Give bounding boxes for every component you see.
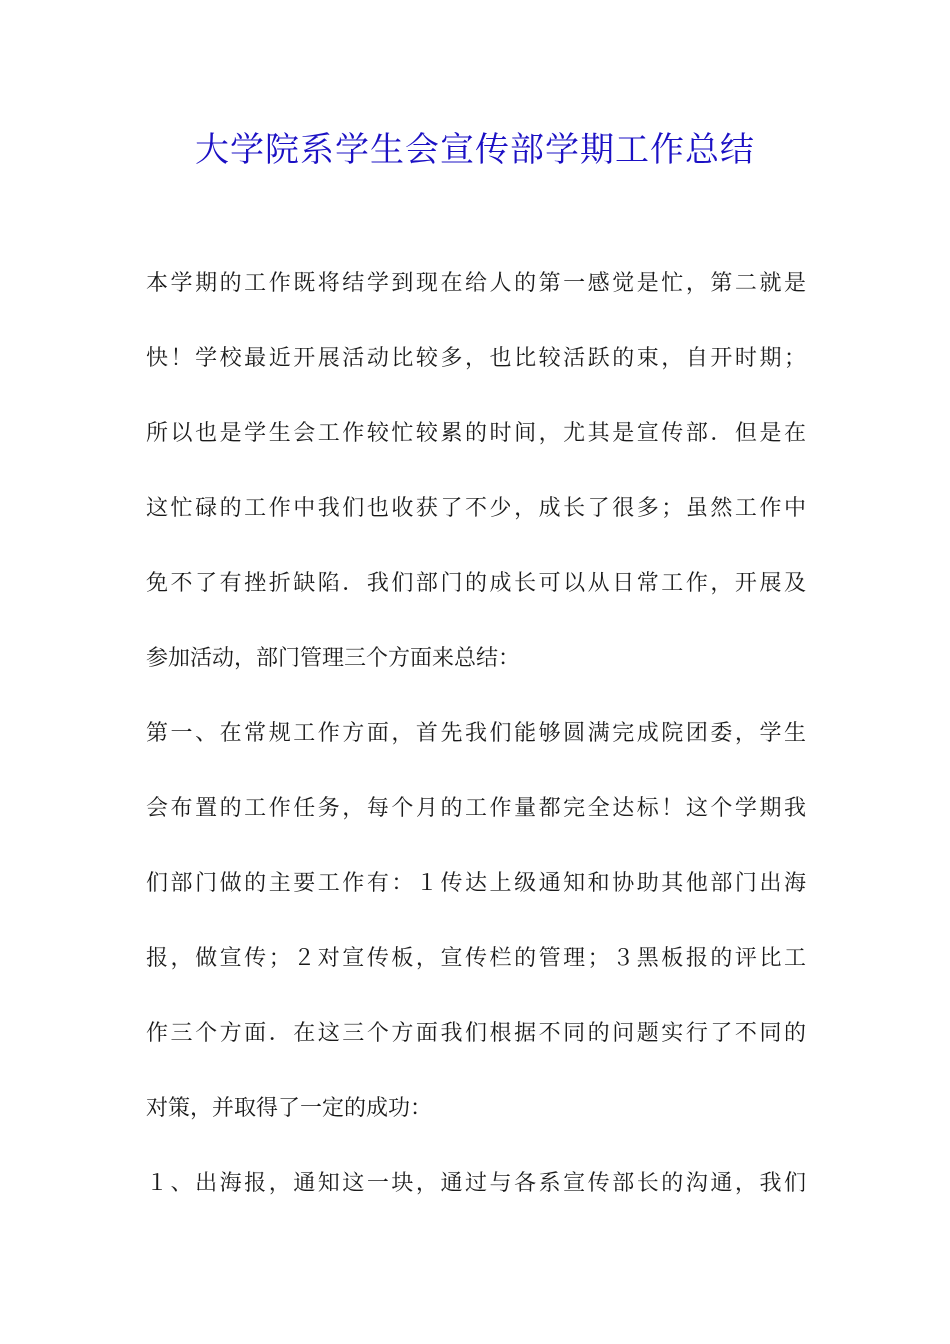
document-title: 大学院系学生会宣传部学期工作总结 [195,130,755,170]
body-text-line: 所以也是学生会工作较忙较累的时间，尤其是宣传部．但是在 [146,421,806,446]
body-text-line: 会布置的工作任务，每个月的工作量都完全达标！这个学期我 [146,796,806,821]
body-text-line: 作三个方面．在这三个方面我们根据不同的问题实行了不同的 [146,1021,806,1046]
body-text-line: 报，做宣传；２对宣传板，宣传栏的管理；３黑板报的评比工 [146,946,806,971]
body-text-line: 这忙碌的工作中我们也收获了不少，成长了很多；虽然工作中 [146,496,806,521]
body-text-line: 免不了有挫折缺陷．我们部门的成长可以从日常工作，开展及 [146,571,806,596]
body-text-line: 第一、在常规工作方面，首先我们能够圆满完成院团委，学生 [146,721,806,746]
body-text-line: 们部门做的主要工作有：１传达上级通知和协助其他部门出海 [146,871,806,896]
body-text-line: １、出海报，通知这一块，通过与各系宣传部长的沟通，我们 [146,1171,806,1196]
body-text-line: 快！学校最近开展活动比较多，也比较活跃的束，自开时期； [146,346,806,371]
body-text-line: 参加活动，部门管理三个方面来总结： [146,646,521,671]
body-text-line: 本学期的工作既将结学到现在给人的第一感觉是忙，第二就是 [146,271,806,296]
body-text-line: 对策，并取得了一定的成功： [146,1096,433,1121]
